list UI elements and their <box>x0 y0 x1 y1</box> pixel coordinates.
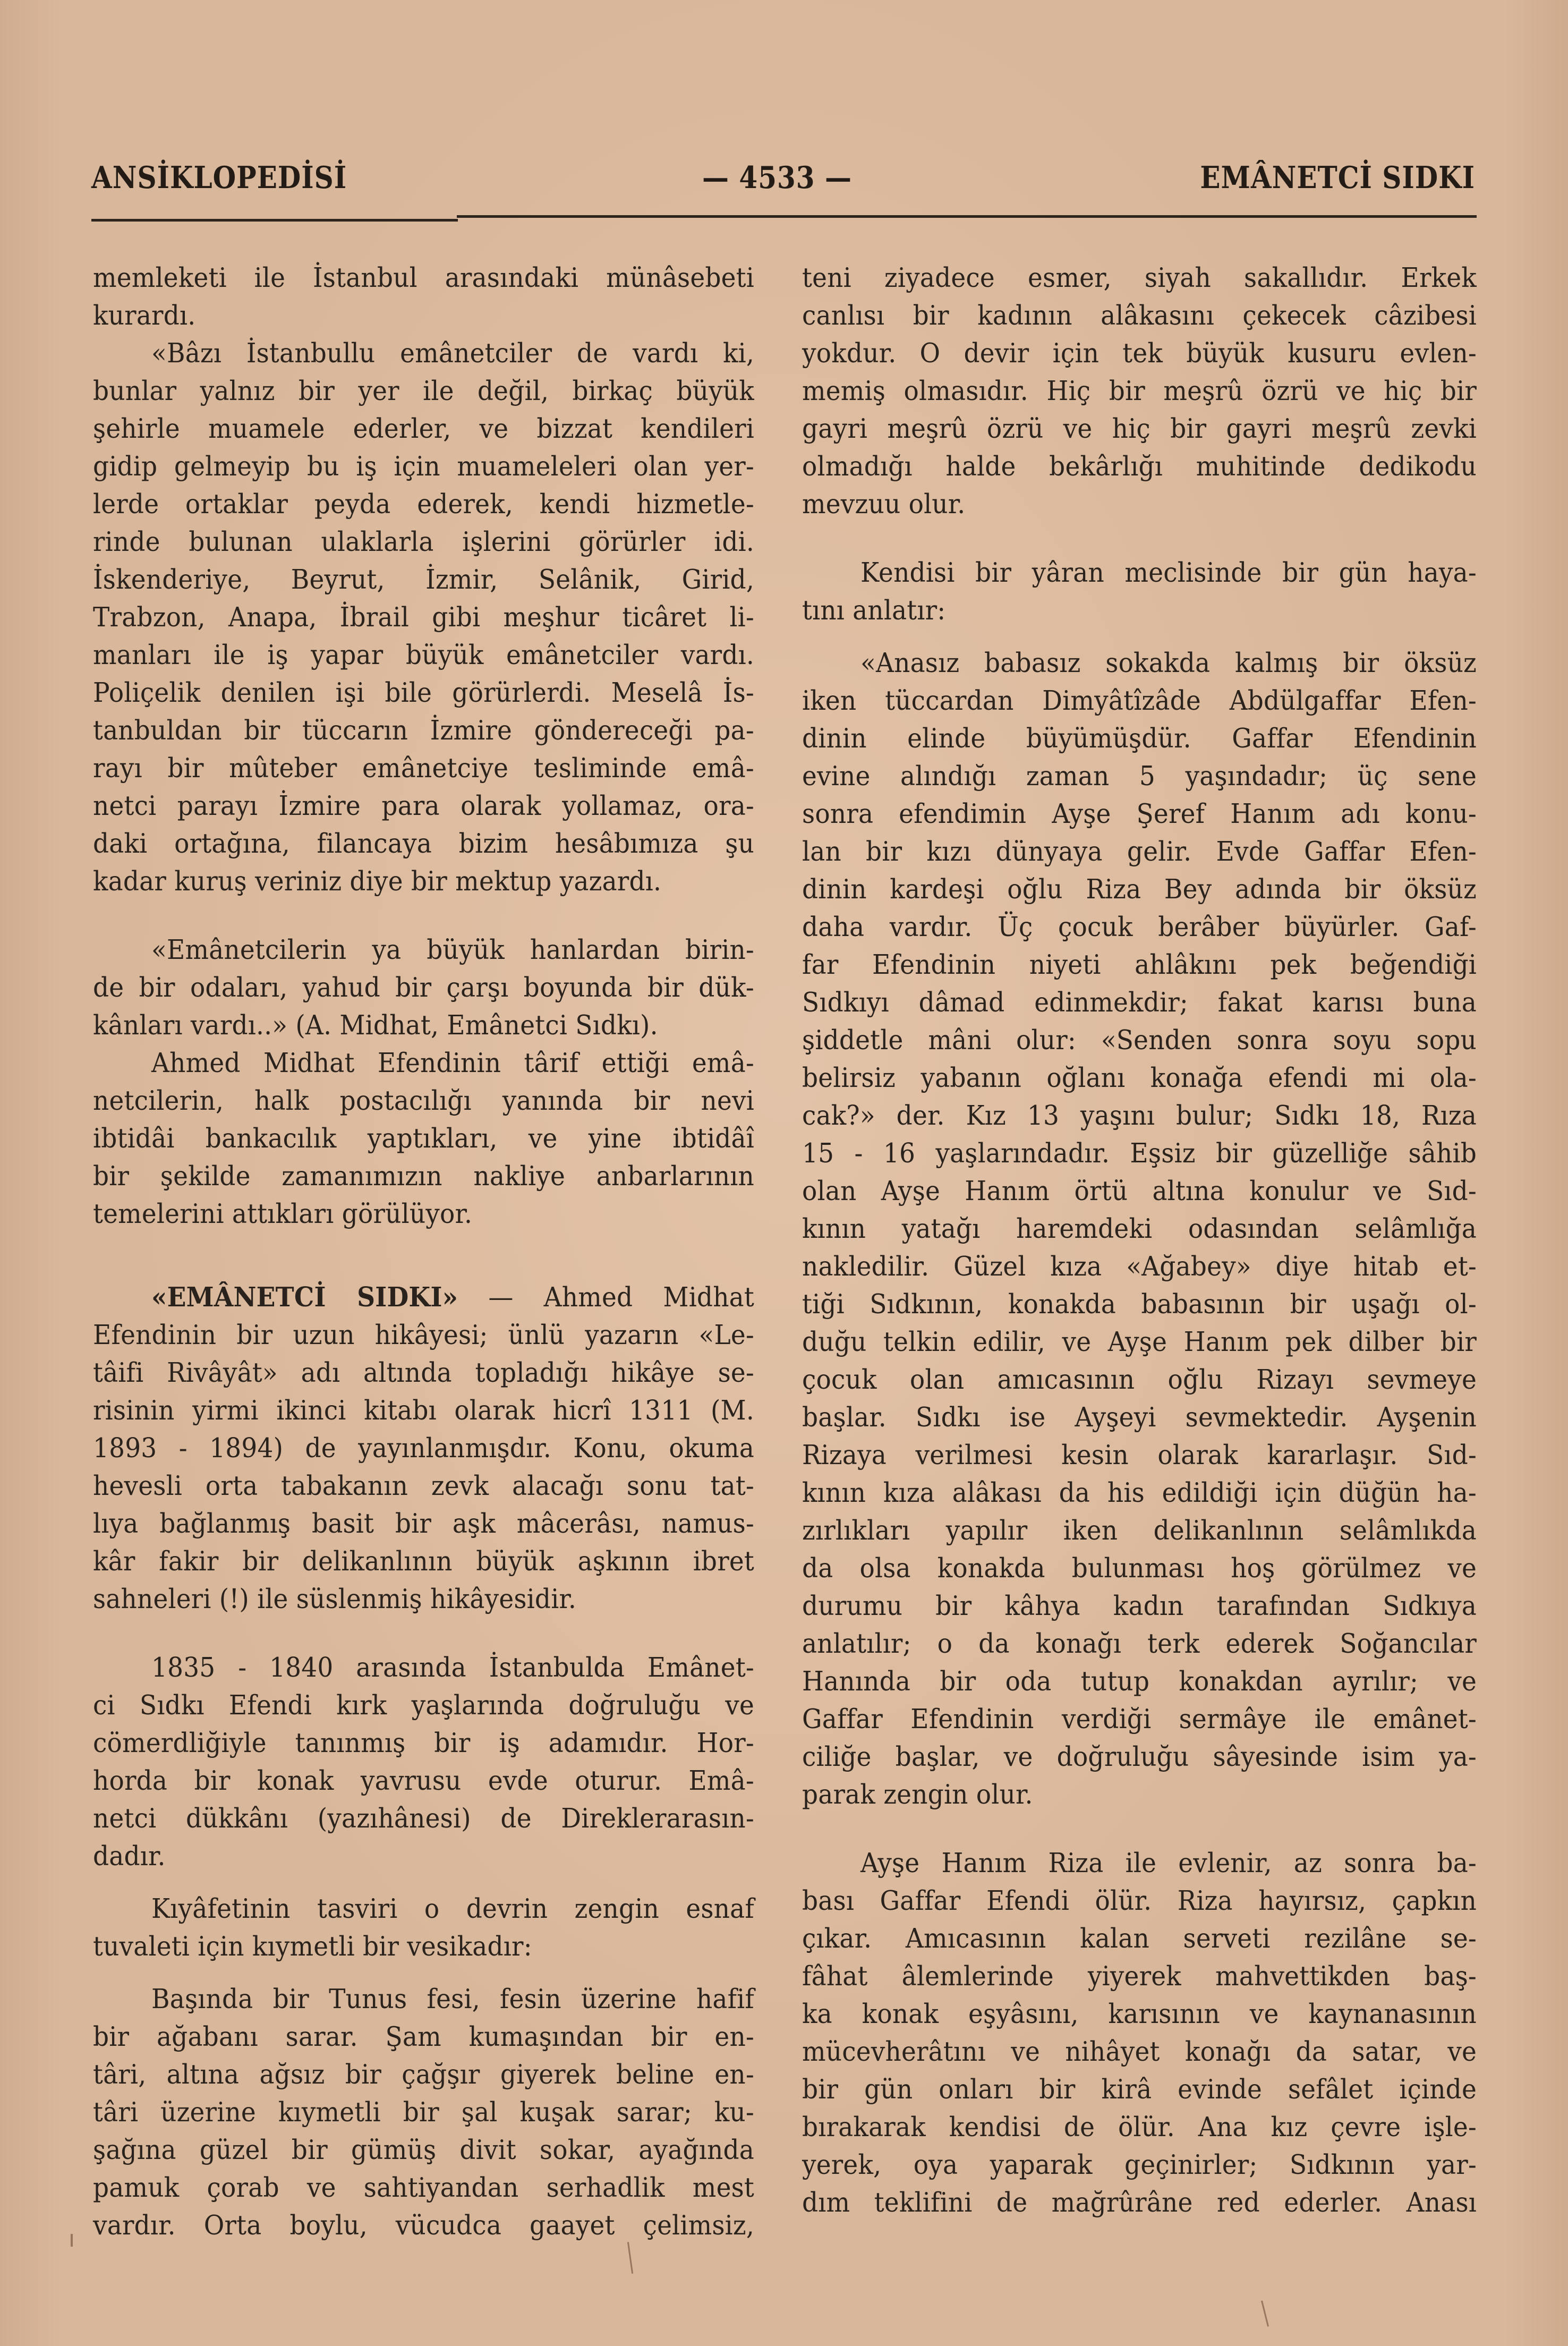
text-line: bası Gaffar Efendi ölür. Riza hayırsız, çapkın <box>802 1885 1477 1917</box>
text-line: Efendinin bir uzun hikâyesi; ünlü yazarın «Le- <box>93 1319 754 1352</box>
text-line: İskenderiye, Beyrut, İzmir, Selânik, Girid, <box>93 564 754 596</box>
text-line: dinin kardeşi oğlu Riza Bey adında bir öksüz <box>802 873 1477 906</box>
text-line: yerek, oya yaparak geçinirler; Sıdkının yar- <box>802 2149 1477 2181</box>
text-line: temelerini attıkları görülüyor. <box>93 1198 473 1230</box>
header-entry-title: EMÂNETCİ SIDKI <box>1200 159 1475 196</box>
text-line: Poliçelik denilen işi bile görürlerdi. Meselâ İs- <box>93 677 754 709</box>
text-line: evine alındığı zaman 5 yaşındadır; üç sene <box>802 760 1477 793</box>
paragraph-gap <box>802 523 1477 554</box>
entry-heading-rest: — Ahmed Midhat <box>458 1281 754 1314</box>
text-line: cömerdliğiyle tanınmış bir iş adamıdır. Hor- <box>93 1727 754 1760</box>
text-line: memiş olmasıdır. Hiç bir meşrû özrü ve hiç bir <box>802 375 1477 407</box>
text-line: çocuk olan amıcasının oğlu Rizayı sevmeye <box>802 1364 1477 1396</box>
text-line: «Anasız babasız sokakda kalmış bir öksüz <box>860 647 1477 679</box>
text-line: rayı bir mûteber emânetciye tesliminde emâ- <box>93 752 754 785</box>
text-line: Ahmed Midhat Efendinin târif ettiği emâ- <box>151 1047 754 1080</box>
text-line: de bir odaları, yahud bir çarşı boyunda bir dük- <box>93 972 754 1004</box>
text-line: nakledilir. Güzel kıza «Ağabey» diye hitab et- <box>802 1251 1477 1283</box>
entry-heading: «EMÂNETCİ SIDKI» <box>151 1281 458 1314</box>
right-column <box>802 259 1477 2222</box>
text-line: bırakarak kendisi de ölür. Ana kız çevre işle- <box>802 2111 1477 2144</box>
text-line: Hanında bir oda tutup konakdan ayrılır; ve <box>802 1665 1477 1698</box>
running-header <box>91 159 1475 202</box>
text-line: bir gün onları bir kirâ evinde sefâlet içinde <box>802 2073 1477 2106</box>
text-line: kurardı. <box>93 300 196 332</box>
paragraph <box>802 644 1477 1814</box>
text-line: kâr fakir bir delikanlının büyük aşkının ibret <box>93 1545 754 1578</box>
text-line: parak zengin olur. <box>802 1779 1033 1811</box>
text-line: ka konak eşyâsını, karısının ve kaynanasının <box>802 1998 1477 2030</box>
text-line: «Emânetcilerin ya büyük hanlardan birin- <box>151 934 754 966</box>
text-line: zırlıkları yapılır iken delikanlının selâmlıkda <box>802 1515 1477 1547</box>
text-line: kânları vardı..» (A. Midhat, Emânetci Sıdkı). <box>93 1009 658 1042</box>
text-line: târi, altına ağsız bir çağşır giyerek beline en- <box>93 2059 754 2091</box>
paragraph-gap <box>802 630 1477 644</box>
text-line: netcilerin, halk postacılığı yanında bir nevi <box>93 1085 754 1117</box>
text-line: Sıdkıyı dâmad edinmekdir; fakat karısı buna <box>802 987 1477 1019</box>
text-line: manları ile iş yapar büyük emânetciler vardı. <box>93 639 754 672</box>
text-line: cak?» der. Kız 13 yaşını bulur; Sıdkı 18, Rıza <box>802 1100 1477 1132</box>
paragraph-gap <box>93 1233 754 1264</box>
paper-blemish <box>627 2242 633 2274</box>
paragraph-gap <box>93 1966 754 1980</box>
text-line: çıkar. Amıcasının kalan serveti rezilâne se- <box>802 1923 1477 1955</box>
text-line: kının kıza alâkası da his edildiği için düğün ha- <box>802 1477 1477 1509</box>
text-line: bunlar yalnız bir yer ile değil, birkaç büyük <box>93 375 754 407</box>
paragraph-gap <box>93 900 754 931</box>
text-line: fâhat âlemlerinde yiyerek mahvettikden baş- <box>802 1960 1477 1993</box>
text-line: netci parayı İzmire para olarak yollamaz, ora- <box>93 790 754 822</box>
paragraph <box>93 1890 754 1966</box>
text-line: risinin yirmi ikinci kitabı olarak hicrî 1311 (M. <box>93 1395 754 1427</box>
text-line: ci Sıdkı Efendi kırk yaşlarında doğruluğu ve <box>93 1689 754 1722</box>
text-line: tuvaleti için kıymetli bir vesikadır: <box>93 1931 532 1963</box>
text-line: lan bir kızı dünyaya gelir. Evde Gaffar Efen- <box>802 836 1477 868</box>
text-line: kının yatağı haremdeki odasından selâmlığa <box>802 1213 1477 1245</box>
text-line: belirsiz yabanın oğlanı konağa efendi mi ola- <box>802 1062 1477 1094</box>
text-line: sonra efendimin Ayşe Şeref Hanım adı konu- <box>802 798 1477 830</box>
paragraph <box>802 1844 1477 2222</box>
paragraph <box>802 554 1477 630</box>
text-line: olan Ayşe Hanım örtü altına konulur ve Sıd- <box>802 1175 1477 1208</box>
page-number: — 4533 — <box>702 159 852 196</box>
header-rule-right <box>457 215 1477 218</box>
text-line: 15 - 16 yaşlarındadır. Eşsiz bir güzelliğe sâhib <box>802 1137 1477 1170</box>
text-line: teni ziyadece esmer, siyah sakallıdır. Erkek <box>802 262 1477 294</box>
entry-heading-line <box>93 1277 754 1318</box>
text-line: dinin elinde büyümüşdür. Gaffar Efendinin <box>802 722 1477 755</box>
text-line: mevzuu olur. <box>802 488 966 521</box>
text-line: tiği Sıdkının, konakda babasının bir uşağı ol- <box>802 1288 1477 1321</box>
text-line: ciliğe başlar, ve doğruluğu sâyesinde isim ya- <box>802 1741 1477 1773</box>
text-line: da olsa konakda bulunması hoş görülmez ve <box>802 1552 1477 1585</box>
text-line: sahneleri (!) ile süslenmiş hikâyesidir. <box>93 1583 577 1616</box>
paragraph <box>93 335 754 900</box>
text-line: daki ortağına, filancaya bizim hesâbımıza şu <box>93 828 754 860</box>
text-line: tını anlatır: <box>802 594 946 627</box>
paragraph <box>93 1980 754 2245</box>
text-line: «Bâzı İstanbullu emânetciler de vardı ki, <box>151 337 754 370</box>
text-line: Kıyâfetinin tasviri o devrin zengin esnaf <box>151 1893 754 1925</box>
text-line: hevesli orta tabakanın zevk alacağı sonu tat- <box>93 1470 754 1502</box>
text-line: far Efendinin niyeti ahlâkını pek beğendiği <box>802 949 1477 981</box>
paragraph <box>93 931 754 1044</box>
text-line: yokdur. O devir için tek büyük kusuru evlen- <box>802 337 1477 370</box>
paper-blemish <box>1261 2300 1269 2326</box>
text-line: memleketi ile İstanbul arasındaki münâsebeti <box>93 262 754 294</box>
text-line: Başında bir Tunus fesi, fesin üzerine hafif <box>151 1983 754 2016</box>
text-line: durumu bir kâhya kadın tarafından Sıdkıya <box>802 1590 1477 1622</box>
text-line: horda bir konak yavrusu evde oturur. Emâ- <box>93 1765 754 1797</box>
text-line: daha vardır. Üç çocuk berâber büyürler. Gaf- <box>802 911 1477 944</box>
text-line: tanbuldan bir tüccarın İzmire göndereceği pa- <box>93 715 754 747</box>
text-line: başlar. Sıdkı ise Ayşeyi sevmektedir. Ayşenin <box>802 1401 1477 1434</box>
paragraph-gap <box>93 1618 754 1649</box>
paragraph-gap <box>802 1814 1477 1844</box>
paper-blemish <box>71 2234 73 2247</box>
text-line: pamuk çorab ve sahtiyandan serhadlik mest <box>93 2172 754 2204</box>
text-line: bir şekilde zamanımızın nakliye anbarlarının <box>93 1160 754 1193</box>
text-line: Kendisi bir yâran meclisinde bir gün haya- <box>860 557 1477 589</box>
paragraph <box>93 1044 754 1233</box>
text-line: şiddetle mâni olur: «Senden sonra soyu sopu <box>802 1024 1477 1057</box>
text-line: gayri meşrû özrü ve hiç bir gayri meşrû zevki <box>802 413 1477 445</box>
text-line: şağına güzel bir gümüş divit sokar, ayağında <box>93 2134 754 2166</box>
text-line: dadır. <box>93 1840 166 1873</box>
text-line: tâifi Rivâyât» adı altında topladığı hikâye se- <box>93 1357 754 1389</box>
paragraph-gap <box>93 1264 754 1279</box>
paragraph <box>802 259 1477 523</box>
text-line: kadar kuruş veriniz diye bir mektup yazardı. <box>93 865 662 898</box>
paragraph-gap <box>93 1875 754 1890</box>
text-line: Rizaya verilmesi kesin olarak kararlaşır. Sıd- <box>802 1439 1477 1472</box>
text-line: iken tüccardan Dimyâtîzâde Abdülgaffar Efen- <box>802 685 1477 717</box>
text-line: 1893 - 1894) de yayınlanmışdır. Konu, okuma <box>93 1432 754 1465</box>
header-rule-left <box>91 219 458 222</box>
text-line: lerde ortaklar peyda ederek, kendi hizmetle- <box>93 488 754 521</box>
text-line: dım teklifini de mağrûrâne red ederler. Anası <box>802 2187 1477 2219</box>
text-line: canlısı bir kadının alâkasını çekecek câzibesi <box>802 300 1477 332</box>
text-line: lıya bağlanmış basit bir aşk mâcerâsı, namus- <box>93 1508 754 1540</box>
text-line: netci dükkânı (yazıhânesi) de Direklerarasın- <box>93 1803 754 1835</box>
text-line: gidip gelmeyip bu iş için muameleleri olan yer- <box>93 450 754 483</box>
text-line: Trabzon, Anapa, İbrail gibi meşhur ticâret li- <box>93 601 754 634</box>
text-line: târi üzerine kıymetli bir şal kuşak sarar; ku- <box>93 2096 754 2129</box>
text-line: anlatılır; o da konağı terk ederek Soğancılar <box>802 1628 1477 1660</box>
paragraph <box>93 1316 754 1618</box>
text-line: bir ağabanı sarar. Şam kumaşından bir en- <box>93 2021 754 2053</box>
text-line: vardır. Orta boylu, vücudca gaayet çelimsiz, <box>93 2209 754 2242</box>
text-line: mücevherâtını ve nihâyet konağı da satar, ve <box>802 2036 1477 2068</box>
text-line: Ayşe Hanım Riza ile evlenir, az sonra ba- <box>860 1847 1477 1880</box>
text-line: olmadığı halde bekârlığı muhitinde dedikodu <box>802 450 1477 483</box>
text-line: Gaffar Efendinin verdiği sermâye ile emânet- <box>802 1703 1477 1736</box>
header-encyclopedia-title: ANSİKLOPEDİSİ <box>91 159 347 196</box>
left-column <box>93 259 754 2245</box>
text-line: 1835 - 1840 arasında İstanbulda Emânet- <box>151 1652 754 1684</box>
text-line: rinde bulunan ulaklarla işlerini görürler idi. <box>93 526 754 558</box>
text-line: duğu telkin edilir, ve Ayşe Hanım pek dilber bir <box>802 1326 1477 1358</box>
text-line: şehirle muamele ederler, ve bizzat kendileri <box>93 413 754 445</box>
paragraph <box>93 1649 754 1875</box>
paragraph <box>93 259 754 335</box>
text-line: ibtidâi bankacılık yaptıkları, ve yine ibtidâî <box>93 1123 754 1155</box>
